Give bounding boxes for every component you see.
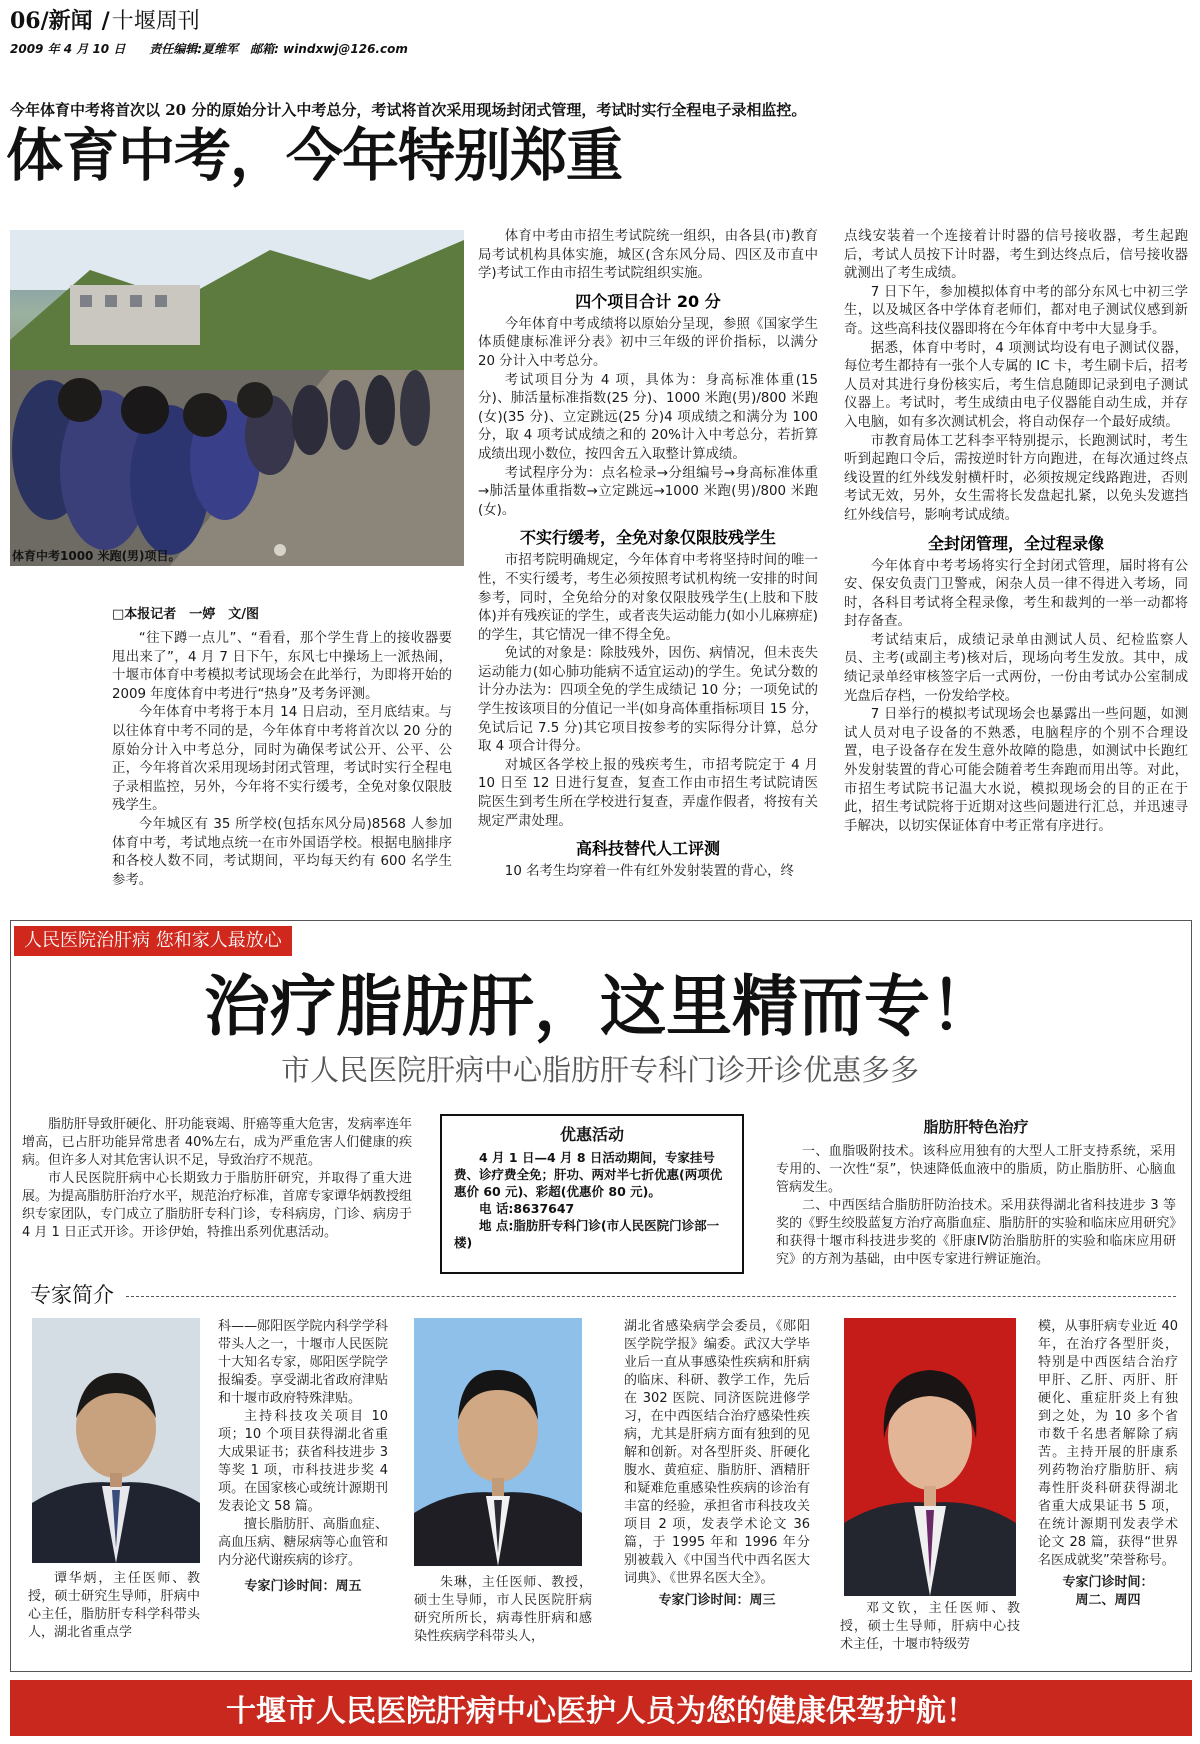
subheading: 不实行缓考，全免对象仅限肢残学生 — [519, 528, 776, 548]
expert-caption-tan: 谭华炳，主任医师、教授，硕士研究生导师，肝病中心主任，脂肪肝专科学科带头人，湖北省重点学 — [28, 1571, 200, 1640]
footer-banner-text: 十堰市人民医院肝病中心医护人员为您的健康保驾护航！ — [226, 1694, 976, 1729]
expert-photo-zhu — [414, 1318, 582, 1566]
paragraph: 今年体育中考将于本月 14 日启动，至月底结束。与以往体育中考不同的是，今年体育中考将首次以 20 分的原始分计入中考总分，同时为确保考试公开、公平、公正，今年将首次采用现场封闭式管理，考试时实行全程电子录相监控，另外，今年将不实行缓考，全免对象仅限肢残学生。 — [112, 705, 452, 814]
article-headline: 体育中考，今年特别郑重 — [6, 122, 622, 189]
paragraph: 点线安装着一个连接着计时器的信号接收器，考生起跑后，考试人员按下计时器，考生到达终点后，信号接收器就测出了考生成绩。 — [844, 229, 1188, 282]
page-header — [10, 6, 1190, 58]
expert-photo-deng — [844, 1318, 1016, 1596]
paragraph: 一、血脂吸附技术。该科应用独有的大型人工肝支持系统，采用专用的、一次性“泵”，快速降低血液中的脂质，防止脂肪肝、心脑血管病发生。 — [776, 1144, 1176, 1195]
article-column-2 — [478, 228, 818, 882]
paragraph: 免试的对象是：除肢残外，因伤、病情况，但未丧失运动能力(如心肺功能病不适宜运动)的学生。免试分数的计分办法为：四项全免的学生成绩记 10 分；一项免试的学生按该项目的分值记一半(如身高体重指标项目 15 分，免试后记 7.5 分)其它项目按参考的实际得分计算，总分取 4 项合计得分。 — [478, 646, 818, 755]
promo-box — [440, 1114, 744, 1274]
portrait-illustration — [414, 1318, 582, 1566]
promo-phone: 电 话:8637647 — [479, 1201, 575, 1216]
clinic-time: 专家门诊时间：周五 — [244, 1579, 362, 1594]
paragraph: 擅长脂肪肝、高脂血症、高血压病、糖尿病等心血管和内分泌代谢疾病的诊疗。 — [218, 1517, 388, 1568]
paragraph: 今年体育中考考场将实行全封闭式管理，届时将有公安、保安负责门卫警戒，闲杂人员一律不得进入考场，同时，各科目考试将全程录像，考生和裁判的一举一动都将封存备查。 — [844, 558, 1188, 630]
clinic-time-days: 周二、周四 — [1075, 1593, 1141, 1608]
paragraph: 今年城区有 35 所学校(包括东风分局)8568 人参加体育中考，考试地点统一在市外国语学校。根据电脑排序和各校人数不同，考试期间，平均每天约有 600 名学生参考。 — [112, 816, 452, 888]
header-title-line — [10, 6, 1190, 37]
ad-intro — [22, 1116, 412, 1242]
paragraph: 市教育局体工艺科李平特别提示，长跑测试时，考生听到起跑口令后，需按逆时针方向跑进，在每次通过终点线设置的红外线发射横杆时，必须按规定线路跑进，否则考试无效，另外，女生需将长发盘起扎紧，以免头发遮挡红外线信号，影响考试成绩。 — [844, 433, 1188, 523]
paragraph: 脂肪肝导致肝硬化、肝功能衰竭、肝癌等重大危害，发病率连年增高，已占肝功能异常患者 40%左右，成为严重危害人们健康的疾病。但许多人对其危害认识不足，导致治疗不规范。 — [22, 1117, 413, 1168]
expert-photo-tan — [32, 1318, 200, 1563]
clinic-time-label: 专家门诊时间： — [1062, 1575, 1154, 1590]
page-number: 06/ — [10, 8, 49, 34]
students-running-photo — [10, 230, 464, 566]
feature-title: 脂肪肝特色治疗 — [923, 1118, 1029, 1136]
subheading: 全封闭管理，全过程录像 — [927, 533, 1104, 553]
expert-bio-zhu — [624, 1318, 810, 1610]
clinic-time: 专家门诊时间：周三 — [658, 1593, 776, 1608]
article-column-3 — [844, 228, 1188, 836]
paragraph: 市人民医院肝病中心长期致力于脂肪肝研究，并取得了重大进展。为提高脂肪肝治疗水平，规范治疗标准，首席专家谭华炳教授组织专家团队，专门成立了脂肪肝专科门诊，专科病房，门诊、病房于 4 月 1 日正式开诊。开诊伊始，特推出系列优惠活动。 — [22, 1171, 413, 1240]
paragraph: 10 名考生均穿着一件有红外发射装置的背心，终 — [504, 864, 794, 880]
subheading: 四个项目合计 20 分 — [575, 291, 721, 311]
paragraph: 今年体育中考成绩将以原始分呈现，参照《国家学生体质健康标准评分表》初中三年级的评价指标，以满分 20 分计入中考总分。 — [478, 316, 818, 369]
paragraph: 考试程序分为：点名检录→分组编号→身高标准体重→肺活量体重指数→立定跳远→1000 米跑(男)/800 米跑(女)。 — [478, 465, 818, 518]
paragraph: 体育中考由市招生考试院统一组织，由各县(市)教育局考试机构具体实施，城区(含东风分局、四区及市直中学)考试工作由市招生考试院组织实施。 — [478, 229, 818, 282]
expert-caption-deng: 邓文钦，主任医师、教授，硕士生导师，肝病中心技术主任，十堰市特级劳 — [840, 1601, 1020, 1652]
portrait-illustration — [844, 1318, 1016, 1596]
ad-tag: 人民医院治肝病 您和家人最放心 — [14, 926, 292, 956]
promo-title: 优惠活动 — [559, 1125, 624, 1144]
paragraph: 二、中西医结合脂肪肝防治技术。采用获得湖北省科技进步 3 等奖的《野生绞股蓝复方治疗高脂血症、脂肪肝的实验和临床应用研究》和获得十堰市科技进步奖的《肝康Ⅳ防治脂肪肝的实验和临床应用研究》的方剂为基础，由中医专家进行辨证施治。 — [776, 1198, 1176, 1267]
article-column-1 — [112, 630, 452, 890]
expert-bio-tan — [218, 1318, 388, 1596]
paragraph: 科——郧阳医学院内科学学科带头人之一，十堰市人民医院十大知名专家，郧阳医学院学报编委。享受湖北省政府津贴和十堰市政府特殊津贴。 — [218, 1319, 388, 1406]
paragraph: 考试项目分为 4 项，具体为：身高标准体重(15 分)、肺活量标准指数(25 分)、1000 米跑(男)/800 米跑(女)(35 分)、立定跳远(25 分)4 项成绩之和满分为 100 分，取 4 项考试成绩之和的 20%计入中考总分，若折算成绩出现小数位，按四舍五入取整计算成绩。 — [478, 372, 818, 462]
paragraph: 主持科技攻关项目 10 项；10 个项目获得湖北省重大成果证书；获省科技进步 3 等奖 1 项，市科技进步奖 4 项。在国家核心或统计源期刊发表论文 58 篇。 — [218, 1409, 388, 1514]
portrait-illustration — [32, 1318, 200, 1563]
paragraph: 7 日下午，参加模拟体育中考的部分东风七中初三学生，以及城区各中学体育老师们，都对电子测试仪感到新奇。这些高科技仪器即将在今年体育中考中大显身手。 — [844, 284, 1188, 337]
promo-body: 4 月 1 日—4 月 8 日活动期间，专家挂号费、诊疗费全免；肝功、两对半七折优惠(两项优惠价 60 元)、彩超(优惠价 80 元)。 — [454, 1150, 723, 1199]
expert-caption-zhu: 朱琳，主任医师、教授，硕士生导师，市人民医院肝病研究所所长，病毒性肝病和感染性疾病学科带头人， — [414, 1575, 592, 1644]
footer-banner — [10, 1680, 1192, 1736]
paragraph: “往下蹲一点儿”、“看看，那个学生背上的接收器要甩出来了”，4 月 7 日下午，东风七中操场上一派热闹，十堰市体育中考模拟考试现场会在此举行，为即将开始的 2009 年度体育中考进行“热身”及考务评测。 — [112, 631, 452, 702]
experts-divider — [126, 1296, 1176, 1297]
paragraph: 模，从事肝病专业近 40 年，在治疗各型肝炎，特别是中西医结合治疗甲肝、乙肝、丙肝、肝硬化、重症肝炎上有独到之处，为 10 多个省市数千名患者解除了病苦。主持开展的肝康系列药物治疗脂肪肝、病毒性肝炎科研获得湖北省重大成果证书 5 项，在统计源期刊发表学术论文 28 篇，获得“世界名医成就奖”荣誉称号。 — [1038, 1319, 1178, 1568]
paragraph: 对城区各学校上报的残疾考生，市招考院定于 4 月 10 日至 12 日进行复查，复查工作由市招生考试院请医院医生到考生所在学校进行复查，弄虚作假者，将按有关规定严肃处理。 — [478, 757, 818, 829]
photo-caption: 体育中考1000 米跑(男)项目。 — [12, 549, 181, 563]
expert-bio-deng — [1038, 1318, 1178, 1610]
paragraph: 考试结束后，成绩记录单由测试人员、纪检监察人员、主考(或副主考)核对后，现场向考生发放。其中，成绩记录单经审核签字后一式两份，一份由考试办公室制成光盘后存档，一份发给学校。 — [844, 632, 1188, 704]
experts-heading: 专家简介 — [30, 1283, 114, 1307]
date-line: 2009 年 4 月 10 日 责任编辑:夏维军 邮箱: windxwj@126.com — [10, 42, 408, 56]
feature-section — [776, 1116, 1176, 1269]
article-lead: 今年体育中考将首次以 20 分的原始分计入中考总分，考试将首次采用现场封闭式管理，考试时实行全程电子录相监控。 — [10, 101, 807, 119]
paragraph: 湖北省感染病学会委员，《郧阳医学院学报》编委。武汉大学毕业后一直从事感染性疾病和肝病的临床、科研、教学工作，先后在 302 医院、同济医院进修学习，在中西医结合治疗感染性疾病，尤其是肝病方面有独到的见解和创新。对各型肝炎、肝硬化腹水、黄疸症、脂肪肝、酒精肝和疑难危重感染性疾病的诊治有丰富的经验，承担省市科技攻关项目 2 项，发表学术论文 36 篇，于 1995 年和 1996 年分别被载入《中国当代中西名医大词典》、《世界名医大全》。 — [624, 1319, 810, 1586]
section-name: 新闻 — [48, 8, 93, 34]
paragraph: 7 日举行的模拟考试现场会也暴露出一些问题，如测试人员对电子设备的不熟悉，电脑程序的个别不合理设置，电子设备存在发生意外故障的隐患，如测试中长跑红外发射装置的背心可能会随着考生奔跑而用出等。对此，市招生考试院书记温大水说，模拟现场会的目的正在于此，招生考试院将于近期对这些问题进行汇总，并迅速寻手解决，以切实保证体育中考正常有序进行。 — [844, 707, 1188, 834]
header-separator: / — [101, 8, 110, 34]
ad-subheadline: 市人民医院肝病中心脂肪肝专科门诊开诊优惠多多 — [280, 1053, 919, 1087]
subheading: 高科技替代人工评测 — [575, 839, 720, 859]
byline: □本报记者 一婷 文/图 — [112, 607, 260, 622]
promo-address: 地 点:脂肪肝专科门诊(市人民医院门诊部一楼) — [454, 1218, 720, 1250]
ad-headline: 治疗脂肪肝，这里精而专！ — [204, 967, 996, 1045]
publication-name: 十堰周刊 — [111, 9, 200, 34]
paragraph: 市招考院明确规定，今年体育中考将坚持时间的唯一性，不实行缓考，考生必须按照考试机构统一安排的时间参考，同时，全免给分的对象仅限肢残学生(上肢和下肢体)并有残疾证的学生，或者丧失运动能力(如小儿麻痹症)的学生，其它情况一律不得全免。 — [478, 553, 818, 643]
paragraph: 据悉，体育中考时，4 项测试均设有电子测试仪器，每位考生都持有一张个人专属的 IC 卡，考生刷卡后，招考人员对其进行身份核实后，考生信息随即记录到电子测试仪器上。考试时，考生成绩由电子仪器能自动生成，并存入电脑，如有多次测试机会，将自动保存一个最好成绩。 — [844, 340, 1188, 430]
runners-illustration — [10, 230, 464, 566]
